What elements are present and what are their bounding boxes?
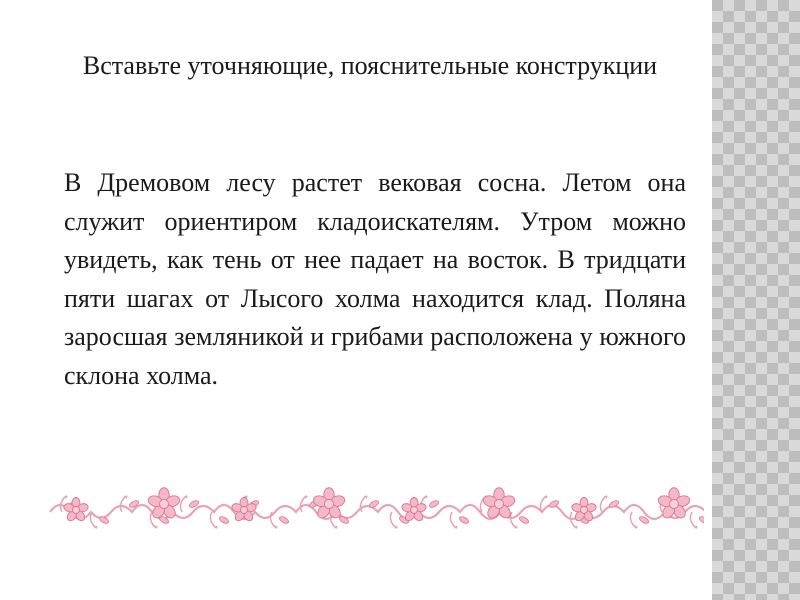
flower-center	[581, 507, 588, 514]
leaf	[338, 515, 349, 525]
leaf	[368, 499, 379, 509]
leaf	[458, 515, 469, 525]
vine-curl	[210, 512, 216, 528]
vine-curl	[690, 512, 696, 528]
floral-border-ornament	[44, 478, 704, 540]
flower-center	[324, 499, 333, 508]
vine-curl	[510, 512, 516, 528]
leaf	[698, 515, 704, 525]
side-decorative-panel	[712, 0, 800, 600]
flower-center	[159, 499, 168, 508]
flower-center	[669, 499, 678, 508]
vine-curl	[180, 496, 186, 512]
leaf	[518, 515, 529, 525]
leaf	[218, 515, 229, 525]
vine-curl	[390, 512, 396, 528]
flower-center	[73, 507, 80, 514]
vine-stem	[50, 505, 704, 519]
leaf	[98, 515, 109, 525]
leaf	[428, 499, 439, 509]
leaf	[278, 515, 289, 525]
slide-body-text: В Дремовом лесу растет вековая сосна. Летом она служит ориентиром кладоискателям. Утром можно увидеть, как тень от нее падает на восток. В тридцати пяти шагах от Лысого холма находится клад. Поляна заросшая земляникой и грибами расположена у южного склона холма.	[64, 168, 686, 390]
vine-curl	[360, 496, 366, 512]
flower-center	[241, 507, 248, 514]
flower-center	[494, 499, 503, 508]
vine-curl	[450, 512, 456, 528]
slide-title: Вставьте уточняющие, пояснительные конструкции	[82, 51, 658, 80]
flower-center	[411, 507, 418, 514]
vine-curl	[120, 496, 126, 512]
vine-curl	[630, 512, 636, 528]
